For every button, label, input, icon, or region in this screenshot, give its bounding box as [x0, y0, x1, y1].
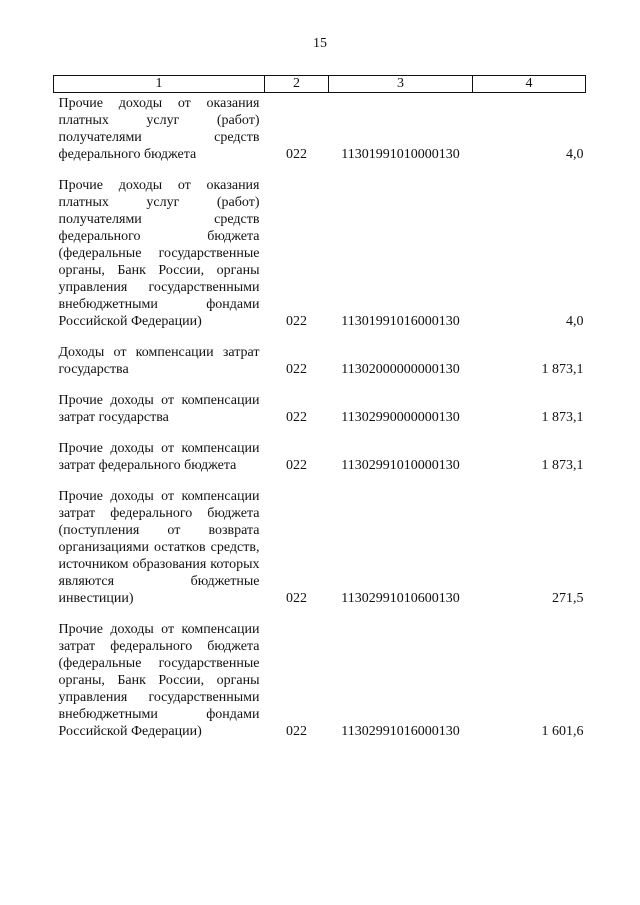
column-header-3: 3 [329, 76, 473, 93]
budget-classification-code: 11302990000000130 [341, 410, 460, 425]
table-header-row [54, 76, 586, 93]
page-number: 15 [313, 36, 327, 51]
table-row [54, 486, 586, 619]
amount: 1 601,6 [541, 724, 584, 739]
table-row [54, 619, 586, 740]
revenue-name: Прочие доходы от оказания платных услуг (работ) получателями средств федерального бюджета (федеральные государственные органы, Банк России, органы управления государственными внебюджетными фондами Российской Федерации) [58, 178, 260, 329]
admin-code: 022 [286, 362, 307, 377]
table-row [54, 93, 586, 176]
budget-classification-code: 11302991010600130 [341, 591, 460, 606]
admin-code: 022 [286, 314, 307, 329]
budget-classification-code: 11302000000000130 [341, 362, 460, 377]
admin-code: 022 [286, 410, 307, 425]
column-header-2: 2 [265, 76, 329, 93]
revenue-name: Прочие доходы от компенсации затрат государства [58, 393, 260, 425]
amount: 1 873,1 [541, 362, 584, 377]
revenue-name: Прочие доходы от компенсации затрат федерального бюджета [58, 441, 260, 473]
budget-classification-code: 11302991016000130 [341, 724, 460, 739]
table-row [54, 390, 586, 438]
amount: 4,0 [566, 314, 584, 329]
revenue-name: Прочие доходы от оказания платных услуг (работ) получателями средств федерального бюджета [58, 96, 260, 162]
admin-code: 022 [286, 458, 307, 473]
amount: 271,5 [552, 591, 584, 606]
revenue-table [53, 75, 586, 740]
revenue-name: Прочие доходы от компенсации затрат федерального бюджета (федеральные государственные органы, Банк России, органы управления государственными внебюджетными фондами Российской Федерации) [58, 622, 260, 739]
admin-code: 022 [286, 591, 307, 606]
amount: 1 873,1 [541, 458, 584, 473]
column-header-1: 1 [54, 76, 265, 93]
revenue-name: Доходы от компенсации затрат государства [58, 345, 260, 377]
table-row [54, 175, 586, 342]
revenue-name: Прочие доходы от компенсации затрат федерального бюджета (поступления от возврата организациями остатков средств, источником образования которых являются бюджетные инвестиции) [58, 489, 260, 606]
budget-classification-code: 11301991016000130 [341, 314, 460, 329]
column-header-4: 4 [473, 76, 586, 93]
budget-classification-code: 11302991010000130 [341, 458, 460, 473]
admin-code: 022 [286, 147, 307, 162]
table-row [54, 342, 586, 390]
admin-code: 022 [286, 724, 307, 739]
amount: 4,0 [566, 147, 584, 162]
budget-classification-code: 11301991010000130 [341, 147, 460, 162]
amount: 1 873,1 [541, 410, 584, 425]
table-row [54, 438, 586, 486]
